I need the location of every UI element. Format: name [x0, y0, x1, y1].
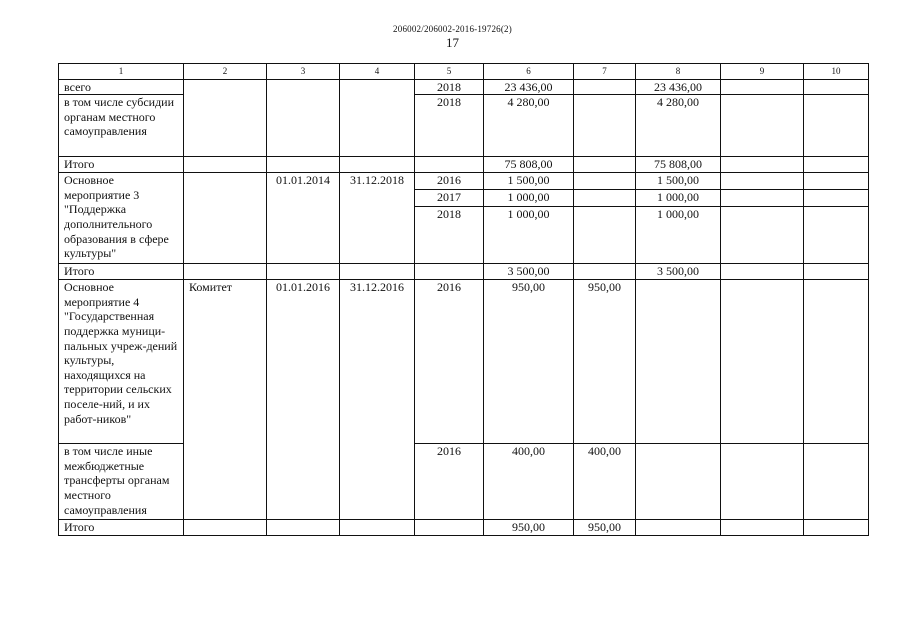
cell [804, 444, 869, 520]
cell [636, 520, 721, 536]
cell: 31.12.2016 [340, 280, 415, 520]
cell [721, 173, 804, 190]
cell [574, 207, 636, 264]
cell [574, 95, 636, 157]
cell [184, 520, 267, 536]
cell [340, 157, 415, 173]
cell: 1 000,00 [484, 207, 574, 264]
cell: 2016 [415, 280, 484, 444]
cell [721, 79, 804, 95]
cell [804, 79, 869, 95]
cell: 950,00 [574, 520, 636, 536]
table-row [59, 157, 869, 173]
cell [721, 95, 804, 157]
cell [721, 444, 804, 520]
cell: Итого [59, 157, 184, 173]
col-header: 10 [804, 64, 869, 80]
cell: Основное мероприятие 4 "Государственная поддержка муници-пальных учреж-дений культуры, находящихся на территории сельских поселе-ний, и их работ-ников" [59, 280, 184, 444]
cell [804, 190, 869, 207]
cell: 2016 [415, 444, 484, 520]
cell [184, 157, 267, 173]
document-id: 206002/206002-2016-19726(2) [393, 24, 512, 34]
cell [574, 190, 636, 207]
cell: всего [59, 79, 184, 95]
cell: Итого [59, 264, 184, 280]
cell: 4 280,00 [636, 95, 721, 157]
cell [636, 280, 721, 444]
cell [184, 264, 267, 280]
col-header: 7 [574, 64, 636, 80]
cell [267, 264, 340, 280]
cell [804, 264, 869, 280]
cell: 1 000,00 [484, 190, 574, 207]
cell: 950,00 [574, 280, 636, 444]
table-row [59, 520, 869, 536]
cell [574, 173, 636, 190]
cell [804, 207, 869, 264]
cell [340, 264, 415, 280]
cell [340, 79, 415, 157]
table-row [59, 95, 869, 157]
cell: в том числе иные межбюджетные трансферты органам местного самоуправления [59, 444, 184, 520]
cell [267, 79, 340, 157]
table-row [59, 280, 869, 444]
col-header: 2 [184, 64, 267, 80]
cell: 1 500,00 [636, 173, 721, 190]
cell [804, 157, 869, 173]
cell: 75 808,00 [636, 157, 721, 173]
cell [415, 520, 484, 536]
cell: 31.12.2018 [340, 173, 415, 264]
cell [636, 444, 721, 520]
cell: 4 280,00 [484, 95, 574, 157]
cell [721, 280, 804, 444]
cell [721, 264, 804, 280]
cell [184, 173, 267, 264]
cell [574, 157, 636, 173]
cell: 1 500,00 [484, 173, 574, 190]
cell: Итого [59, 520, 184, 536]
cell: 1 000,00 [636, 190, 721, 207]
col-header: 6 [484, 64, 574, 80]
page-number: 17 [446, 35, 459, 50]
cell [804, 280, 869, 444]
cell: 400,00 [574, 444, 636, 520]
cell: 75 808,00 [484, 157, 574, 173]
cell: 2018 [415, 95, 484, 157]
cell [415, 157, 484, 173]
cell [721, 207, 804, 264]
cell [267, 157, 340, 173]
cell [267, 520, 340, 536]
cell: 01.01.2014 [267, 173, 340, 264]
cell [574, 264, 636, 280]
cell: 1 000,00 [636, 207, 721, 264]
cell: 950,00 [484, 280, 574, 444]
table-row [59, 444, 869, 520]
cell: 2018 [415, 207, 484, 264]
cell [340, 520, 415, 536]
col-header: 4 [340, 64, 415, 80]
cell: 400,00 [484, 444, 574, 520]
cell: 2018 [415, 79, 484, 95]
col-header: 5 [415, 64, 484, 80]
cell: 3 500,00 [484, 264, 574, 280]
header-row [59, 64, 869, 80]
cell: 950,00 [484, 520, 574, 536]
cell: 3 500,00 [636, 264, 721, 280]
cell: 2016 [415, 173, 484, 190]
cell: в том числе субсидии органам местного самоуправления [59, 95, 184, 157]
cell [804, 95, 869, 157]
table-row [59, 79, 869, 95]
cell [804, 173, 869, 190]
cell [574, 79, 636, 95]
col-header: 9 [721, 64, 804, 80]
cell: 2017 [415, 190, 484, 207]
col-header: 1 [59, 64, 184, 80]
table-row [59, 173, 869, 190]
cell: Комитет [184, 280, 267, 520]
col-header: 8 [636, 64, 721, 80]
cell [721, 520, 804, 536]
col-header: 3 [267, 64, 340, 80]
budget-table [58, 63, 869, 536]
cell [184, 79, 267, 157]
cell: 23 436,00 [636, 79, 721, 95]
cell [415, 264, 484, 280]
cell: 01.01.2016 [267, 280, 340, 520]
table-row [59, 264, 869, 280]
cell [721, 157, 804, 173]
cell: 23 436,00 [484, 79, 574, 95]
cell [804, 520, 869, 536]
cell [721, 190, 804, 207]
cell: Основное мероприятие 3 "Поддержка дополнительного образования в сфере культуры" [59, 173, 184, 264]
